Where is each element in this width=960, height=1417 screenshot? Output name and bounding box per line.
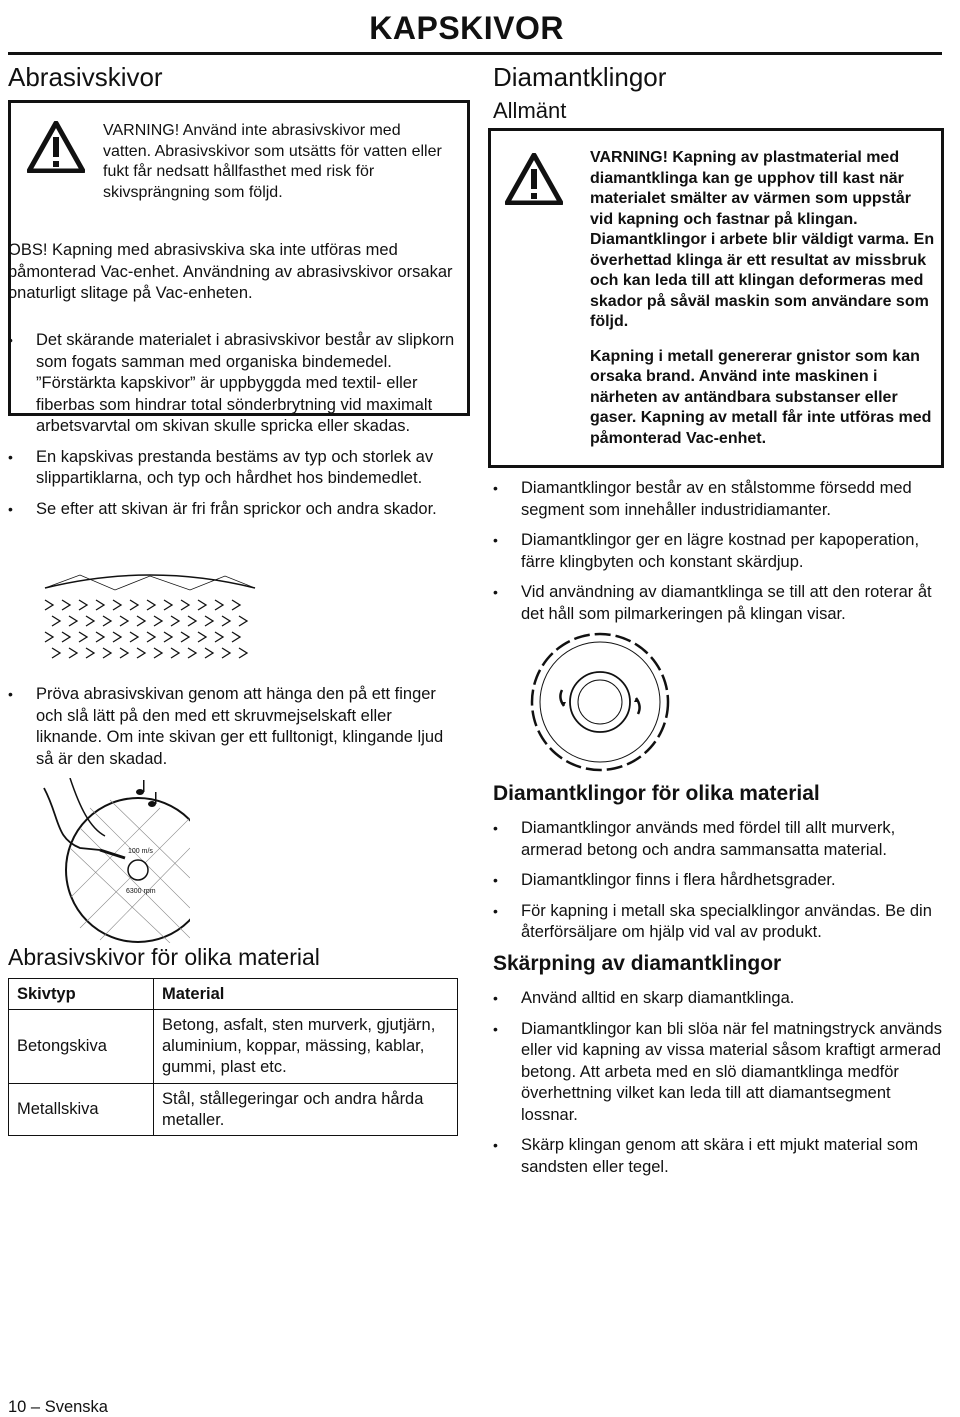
diamond-general-subheading: Allmänt	[493, 98, 567, 123]
abrasive-obs-text: OBS! Kapning med abrasivskiva ska inte utföras med påmonterad Vac-enhet. Användning av abrasivskivor orsakar onaturligt slitage på Vac-enheten.	[8, 241, 453, 302]
diamond-heading: Diamantklingor	[493, 62, 667, 92]
list-item: • Pröva abrasivskivan genom att hänga den på ett finger och slå lätt på den med ett skruvmejselskaft eller liknande. Om inte skivan ger ett fulltonigt, klingande ljud så är den skadad.	[8, 684, 458, 770]
diamond-sharpening-heading: Skärpning av diamantklingor	[493, 952, 782, 975]
abrasive-warning-text: VARNING! Använd inte abrasivskivor med vatten. Abrasivskivor som utsätts för vatten eller fukt får nedsatt hållfasthet med risk för skivsprängning som följd.	[103, 122, 442, 201]
diamond-bullets-1	[493, 478, 943, 634]
list-item: • Diamantklingor används med fördel till allt murverk, armerad betong och andra sammansatta material.	[493, 818, 943, 861]
disc-speed-label: 100 m/s	[128, 848, 153, 855]
list-item: • Diamantklingor finns i flera hårdhetsgrader.	[493, 870, 943, 892]
abrasive-material-table	[8, 978, 458, 1136]
table-header-material: Material	[154, 979, 458, 1010]
list-item: • Diamantklingor består av en stålstomme försedd med segment som innehåller industridiamanter.	[493, 478, 943, 521]
table-cell: Stål, stållegeringar och andra hårda metaller.	[154, 1084, 458, 1136]
disc-rpm-label: 6300 rpm	[126, 888, 156, 895]
list-item: • För kapning i metall ska specialklingor användas. Be din återförsäljare om hjälp vid val av produkt.	[493, 901, 943, 944]
list-item: • En kapskivas prestanda bestäms av typ och storlek av slippartiklarna, och typ och hårdhet hos bindemedlet.	[8, 447, 458, 490]
table-row	[9, 1084, 458, 1136]
abrasive-heading: Abrasivskivor	[8, 62, 163, 92]
page-footer: 10 – Svenska	[8, 1398, 108, 1416]
table-cell: Betongskiva	[9, 1010, 154, 1084]
list-item: • Det skärande materialet i abrasivskivor består av slipkorn som fogats samman med organiska bindemedel. ”Förstärkta kapskivor” är uppbyggda med textil- eller fiberbas som hindrar total sönderbrytning vid maximalt arbetsvarvtal om skivan skulle spricka eller skadas.	[8, 330, 458, 438]
abrasive-grain-illustration	[40, 570, 260, 670]
page-title: KAPSKIVOR	[369, 10, 564, 46]
table-row	[9, 1010, 458, 1084]
abrasive-bullets-1	[8, 330, 458, 529]
diamond-warning-paragraph-2: Kapning i metall genererar gnistor som kan orsaka brand. Använd inte maskinen i närheten av antändbara substanser eller gaser. Kapning av metall får inte utföras med påmonterad Vac-enhet.	[590, 347, 932, 447]
diamond-warning-paragraph-1: VARNING! Kapning av plastmaterial med diamantklinga kan ge upphov till kast när materialet smälter av värmen som uppstår vid kapning och fastnar på klingan. Diamantklingor i arbete blir väldigt varma. En överhettad klinga är ett resultat av missbruk och kan leda till att klingan deformeras med skador på såväl maskin som användare som följd.	[590, 149, 935, 330]
list-item: • Diamantklingor kan bli slöa när fel matningstryck används eller vid kapning av vissa material såsom kraftigt armerad betong. Att arbeta med en slö diamantklinga medför överhettning vilket kan leda till att diamantsegment lossnar.	[493, 1019, 943, 1127]
list-item: • Använd alltid en skarp diamantklinga.	[493, 988, 943, 1010]
list-item: • Diamantklingor ger en lägre kostnad per kapoperation, färre klingbyten och konstant skärdjup.	[493, 530, 943, 573]
warning-triangle-icon	[505, 153, 563, 205]
abrasive-bullets-2	[8, 684, 458, 779]
diamond-bullets-3	[493, 988, 943, 1187]
list-item: • Se efter att skivan är fri från sprickor och andra skador.	[8, 499, 458, 521]
table-cell: Metallskiva	[9, 1084, 154, 1136]
diamond-blade-illustration	[520, 630, 680, 775]
page-header	[8, 0, 942, 55]
diamond-warning-box	[488, 128, 944, 468]
diamond-warning-text	[590, 148, 935, 463]
ring-test-illustration	[40, 778, 190, 943]
diamond-bullets-2	[493, 818, 943, 953]
abrasive-materials-heading: Abrasivskivor för olika material	[8, 944, 320, 970]
table-header-disc-type: Skivtyp	[9, 979, 154, 1010]
list-item: • Vid användning av diamantklinga se till att den roterar åt det håll som pilmarkeringen på klingan visar.	[493, 582, 943, 625]
warning-triangle-icon	[27, 121, 85, 173]
diamond-materials-heading: Diamantklingor för olika material	[493, 782, 820, 805]
table-cell: Betong, asfalt, sten murverk, gjutjärn, aluminium, koppar, mässing, kablar, gummi, plast etc.	[154, 1010, 458, 1084]
list-item: • Skärp klingan genom att skära i ett mjukt material som sandsten eller tegel.	[493, 1135, 943, 1178]
